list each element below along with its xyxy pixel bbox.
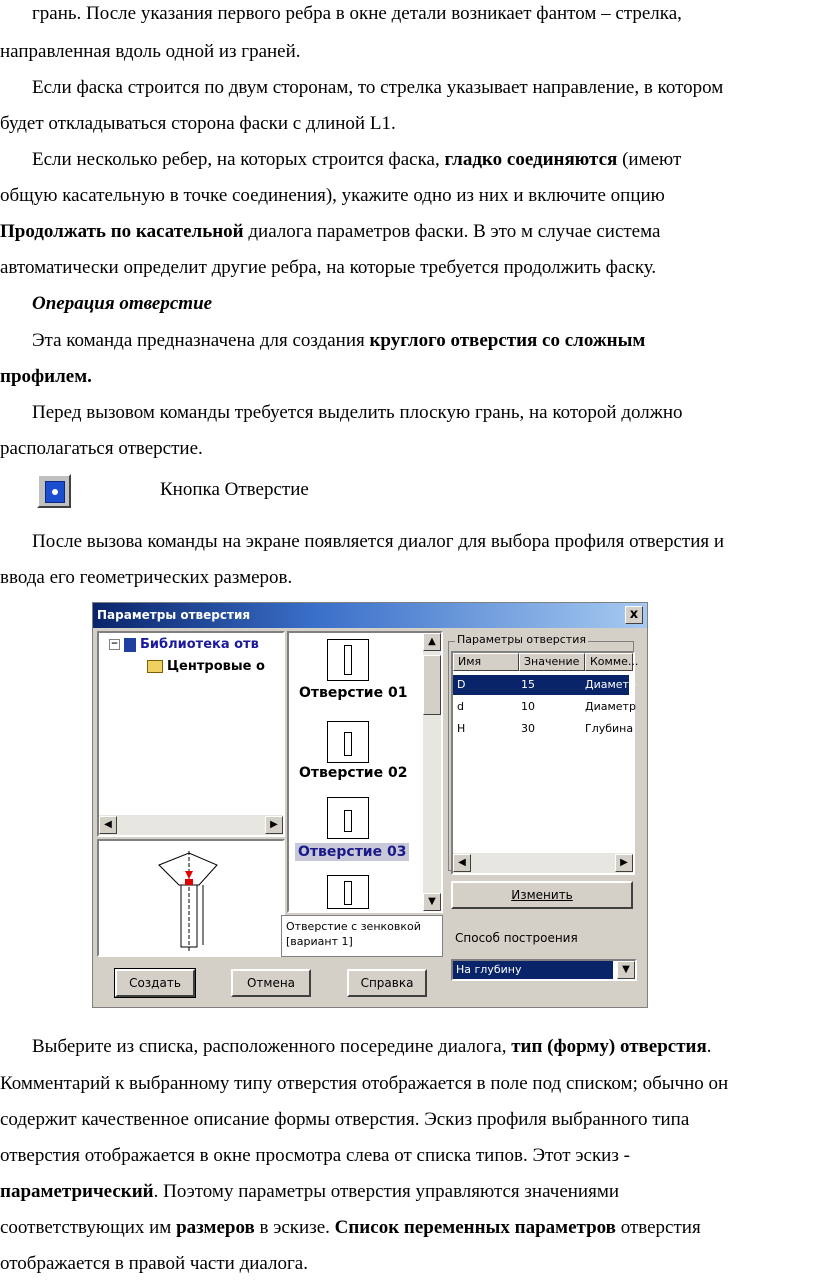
hole-type-list[interactable] <box>287 631 443 913</box>
text-line: будет откладываться сторона фаски с длиной L1. <box>0 113 396 134</box>
text-run: Если несколько ребер, на которых строится фаска, <box>32 149 445 170</box>
folder-icon <box>147 660 163 673</box>
text-line: содержит качественное описание формы отверстия. Эскиз профиля выбранного типа <box>0 1109 690 1130</box>
comment-line: Отверстие с зенковкой <box>286 920 421 933</box>
scroll-right-icon[interactable]: ▶ <box>265 816 283 834</box>
tree-item-library[interactable] <box>109 637 259 652</box>
dialog-titlebar <box>93 603 647 628</box>
text-run: . <box>706 1036 712 1057</box>
hole-04-icon[interactable] <box>327 875 369 909</box>
hole-dot <box>52 489 58 495</box>
hole-tool-button-icon <box>37 474 71 508</box>
text-line <box>0 1182 816 1202</box>
text-line <box>0 1218 816 1238</box>
dialog-title: Параметры отверстия <box>97 608 251 622</box>
library-tree[interactable] <box>97 631 285 837</box>
change-button-label: Изменить <box>511 888 573 902</box>
cell-value: 15 <box>521 678 535 691</box>
library-icon <box>124 638 136 652</box>
text-line <box>32 1037 816 1057</box>
help-button[interactable]: Справка <box>347 969 427 997</box>
tree-item-label: Центровые о <box>167 659 265 674</box>
text-line: ввода его геометрических размеров. <box>0 567 293 588</box>
scroll-right-icon[interactable]: ▶ <box>615 854 633 872</box>
method-select[interactable] <box>451 959 637 981</box>
profile-preview <box>97 839 285 957</box>
text-line: автоматически определит другие ребра, на которые требуется продолжить фаску. <box>0 257 657 278</box>
text-line: располагаться отверстие. <box>0 438 203 459</box>
text-run: . Поэтому параметры отверстия управляются значениями <box>153 1181 620 1202</box>
cell-name: d <box>457 700 464 713</box>
hole-03-icon[interactable] <box>327 797 369 839</box>
cell-comment: Диаметр <box>585 678 636 691</box>
text-line: общую касательную в точке соединения), укажите одно из них и включите опцию <box>0 185 665 206</box>
text-run: Выберите из списка, расположенного посередине диалога, <box>32 1036 512 1057</box>
cell-name: D <box>457 678 466 691</box>
text-run: (имеют <box>617 149 682 170</box>
button-caption: Кнопка Отверстие <box>160 479 309 500</box>
table-row[interactable] <box>453 719 634 739</box>
bold-text: гладко соединяются <box>444 149 618 170</box>
table-row[interactable] <box>453 697 636 717</box>
group-title: Параметры отверстия <box>457 633 586 646</box>
comment-line: [вариант 1] <box>286 935 353 948</box>
cancel-button[interactable]: Отмена <box>231 969 311 997</box>
bold-text: параметрический <box>0 1181 154 1202</box>
hole-icon <box>45 481 65 503</box>
text-line <box>0 222 816 242</box>
table-row[interactable] <box>453 675 636 695</box>
text-line <box>32 331 816 351</box>
bold-text: размеров <box>176 1217 255 1238</box>
table-horizontal-scrollbar[interactable] <box>453 853 633 873</box>
bold-text: тип (форму) отверстия <box>511 1036 707 1057</box>
text-line: После вызова команды на экране появляется диалог для выбора профиля отверстия и <box>32 531 725 552</box>
column-header-value[interactable]: Значение <box>519 653 585 671</box>
parameters-table[interactable] <box>451 651 639 875</box>
text-line: грань. После указания первого ребра в окне детали возникает фантом – стрелка, <box>32 3 682 24</box>
list-item[interactable]: Отверстие 01 <box>299 685 408 701</box>
text-run: Эта команда предназначена для создания <box>32 330 370 351</box>
text-line <box>0 367 816 387</box>
hole-comment-box <box>281 915 443 957</box>
cell-comment: Диаметр <box>585 700 636 713</box>
scroll-left-icon[interactable]: ◀ <box>99 816 117 834</box>
cell-comment: Глубина <box>585 722 634 735</box>
hole-02-icon[interactable] <box>327 721 369 763</box>
column-header-name[interactable]: Имя <box>453 653 519 671</box>
collapse-icon[interactable]: − <box>110 639 119 649</box>
text-line: направленная вдоль одной из граней. <box>0 41 301 62</box>
text-line: отображается в правой части диалога. <box>0 1253 308 1274</box>
list-item-selected[interactable]: Отверстие 03 <box>295 843 409 861</box>
section-heading: Операция отверстие <box>32 293 213 314</box>
method-label: Способ построения <box>455 931 578 945</box>
hole-parameters-dialog <box>92 602 648 1008</box>
text-line: отверстия отображается в окне просмотра слева от списка типов. Этот эскиз - <box>0 1145 630 1166</box>
bold-text: Список переменных параметров <box>334 1217 616 1238</box>
text-line: Перед вызовом команды требуется выделить плоскую грань, на которой должно <box>32 402 683 423</box>
text-run: диалога параметров фаски. В это м случае система <box>243 221 661 242</box>
text-run: соответствующих им <box>0 1217 177 1238</box>
text-line: Комментарий к выбранному типу отверстия отображается в поле под списком; обычно он <box>0 1073 729 1094</box>
cell-value: 30 <box>521 722 535 735</box>
scroll-left-icon[interactable]: ◀ <box>453 854 471 872</box>
cell-name: H <box>457 722 466 735</box>
create-button[interactable]: Создать <box>115 969 195 997</box>
text-line <box>32 150 816 170</box>
text-run: отверстия <box>615 1217 701 1238</box>
list-item[interactable]: Отверстие 02 <box>299 765 408 781</box>
change-button[interactable] <box>451 881 633 909</box>
method-select-value: На глубину <box>453 961 613 979</box>
tree-item-center-holes[interactable] <box>147 659 265 674</box>
bold-text: круглого отверстия со сложным <box>369 330 646 351</box>
cell-value: 10 <box>521 700 535 713</box>
chevron-down-icon[interactable]: ▼ <box>617 961 635 979</box>
column-header-comment[interactable]: Комме... <box>585 653 633 671</box>
scroll-down-icon[interactable]: ▼ <box>423 893 441 911</box>
scroll-thumb[interactable] <box>423 655 441 715</box>
close-button[interactable]: x <box>625 606 643 624</box>
bold-text: профилем. <box>0 366 92 387</box>
tree-item-label: Библиотека отв <box>140 637 259 652</box>
tree-horizontal-scrollbar[interactable] <box>99 815 283 835</box>
bold-text: Продолжать по касательной <box>0 221 244 242</box>
hole-profile-sketch <box>99 841 283 955</box>
text-run: в эскизе. <box>254 1217 335 1238</box>
hole-01-icon[interactable] <box>327 639 369 681</box>
text-line: Если фаска строится по двум сторонам, то стрелка указывает направление, в котором <box>32 77 724 98</box>
scroll-up-icon[interactable]: ▲ <box>423 633 441 651</box>
list-vertical-scrollbar[interactable] <box>423 633 441 911</box>
